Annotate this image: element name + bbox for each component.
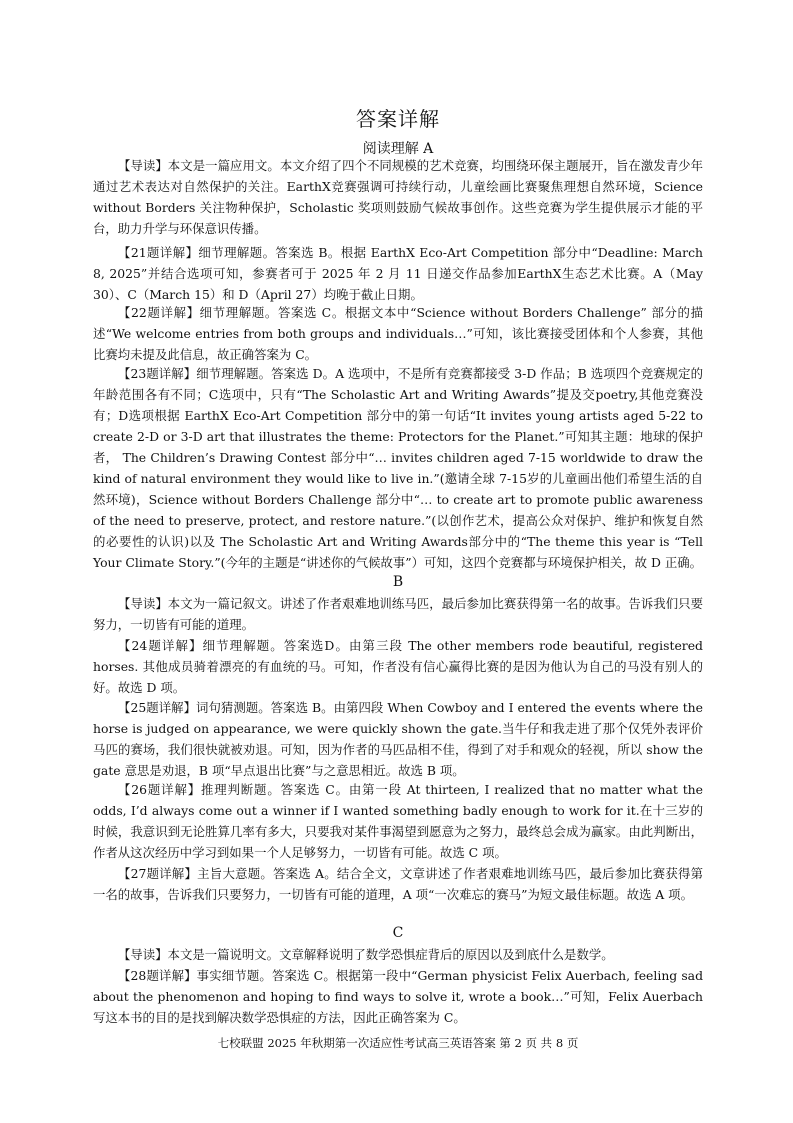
intro-a-paragraph: 【导读】本文是一篇应用文。本文介绍了四个不同规模的艺术竞赛，均围绕环保主题展开，旨在激发青少年通过艺术表达对自然保护的关注。EarthX竞赛强调可持续行动，儿童绘画比赛聚焦理想自然环境，Science without Borders 关注物种保护，Scholastic 奖项则鼓励气候故事创作。这些竞赛为学生提供展示才能的平台，助力升学与环保意识传播。 bbox=[93, 158, 703, 236]
q28-explanation: 【28题详解】事实细节题。答案选 C。根据第一段中“German physicist Felix Auerbach, feeling sad about the phenomenon and hoping to find ways to solve it, wrote a book…”可知，Felix Auerbach 写这本书的目的是找到解决数学恐惧症的方法，因此正确答案为 C。 bbox=[93, 968, 703, 1025]
q24-explanation: 【24题详解】细节理解题。答案选D。由第三段 The other members rode beautiful, registered horses. 其他成员骑着漂亮的有血统的马。可知，作者没有信心赢得比赛的是因为他认为自己的马没有别人的好。故选 D 项。 bbox=[93, 638, 703, 695]
page-title: 答案详解 bbox=[356, 107, 440, 131]
section-b-heading: B bbox=[392, 574, 404, 590]
q27-explanation: 【27题详解】主旨大意题。答案选 A。结合全文，文章讲述了作者艰难地训练马匹，最后参加比赛获得第一名的故事，告诉我们只要努力，一切皆有可能的道理，A 项“一次难忘的赛马”为短文最佳标题。故选 A 项。 bbox=[93, 866, 703, 902]
section-a-heading: 阅读理解 A bbox=[362, 141, 434, 157]
q22-explanation: 【22题详解】细节理解题。答案选 C。根据文本中“Science without Borders Challenge” 部分的描述“We welcome entries from both groups and individuals…”可知，该比赛接受团体和个人参赛，其他比赛均未提及此信息，故正确答案为 C。 bbox=[93, 305, 703, 362]
q25-explanation: 【25题详解】词句猜测题。答案选 B。由第四段 When Cowboy and I entered the events where the horse is judged on appearance, we were quickly shown the gate.当牛仔和我走进了那个仅凭外表评价马匹的赛场，我们很快就被劝退。可知，因为作者的马匹品相不佳，得到了对手和观众的轻视，所以 show the gate 意思是劝退，B 项“早点退出比赛”与之意思相近。故选 B 项。 bbox=[93, 700, 703, 778]
q21-explanation: 【21题详解】细节理解题。答案选 B。根据 EarthX Eco-Art Competition 部分中“Deadline: March 8, 2025”并结合选项可知，参赛者可于 2025 年 2 月 11 日递交作品参加EarthX生态艺术比赛。A（May 30）、C（March 15）和 D（April 27）均晚于截止日期。 bbox=[93, 245, 703, 302]
q26-explanation: 【26题详解】推理判断题。答案选 C。由第一段 At thirteen, I realized that no matter what the odds, I’d always come out a winner if I wanted something badly enough to work for it.在十三岁的时候，我意识到无论胜算几率有多大，只要我对某件事渴望到愿意为之努力，最终总会成为赢家。由此判断出，作者从这次经历中学习到如果一个人足够努力，一切皆有可能。故选 C 项。 bbox=[93, 782, 703, 860]
section-c-heading: C bbox=[392, 925, 404, 941]
q23-explanation: 【23题详解】细节理解题。答案选 D。A 选项中，不是所有竞赛都接受 3-D 作品；B 选项四个竞赛规定的年龄范围各有不同；C选项中，只有“The Scholastic Art and Writing Awards”提及交poetry,其他竞赛没有；D选项根据 EarthX Eco-Art Competition 部分中的第一句话“It invites young artists aged 5-22 to create 2-D or 3-D art that illustrates the theme: Protectors for the Planet.”可知其主题：地球的保护者， The Children’s Drawing Contest 部分中“… invites children aged 7-15 worldwide to draw the kind of natural environment they would like to live in.”(邀请全球 7-15岁的儿童画出他们希望生活的自然环境)，Science without Borders Challenge 部分中“… to create art to promote public awareness of the need to preserve, protect, and restore nature.”(以创作艺术，提高公众对保护、维护和恢复自然的必要性的认识)以及 The Scholastic Art and Writing Awards部分中的“The theme this year is “Tell Your Climate Story.”(今年的主题是“讲述你的气候故事”）可知，这四个竞赛都与环境保护相关，故 D 正确。 bbox=[93, 366, 703, 570]
intro-b-paragraph: 【导读】本文为一篇记叙文。讲述了作者艰难地训练马匹，最后参加比赛获得第一名的故事。告诉我们只要努力，一切皆有可能的道理。 bbox=[93, 596, 703, 632]
intro-c-paragraph: 【导读】本文是一篇说明文。文章解释说明了数学恐惧症背后的原因以及到底什么是数学。 bbox=[118, 947, 614, 962]
page-footer: 七校联盟 2025 年秋期第一次适应性考试高三英语答案 第 2 页 共 8 页 bbox=[217, 1036, 579, 1050]
